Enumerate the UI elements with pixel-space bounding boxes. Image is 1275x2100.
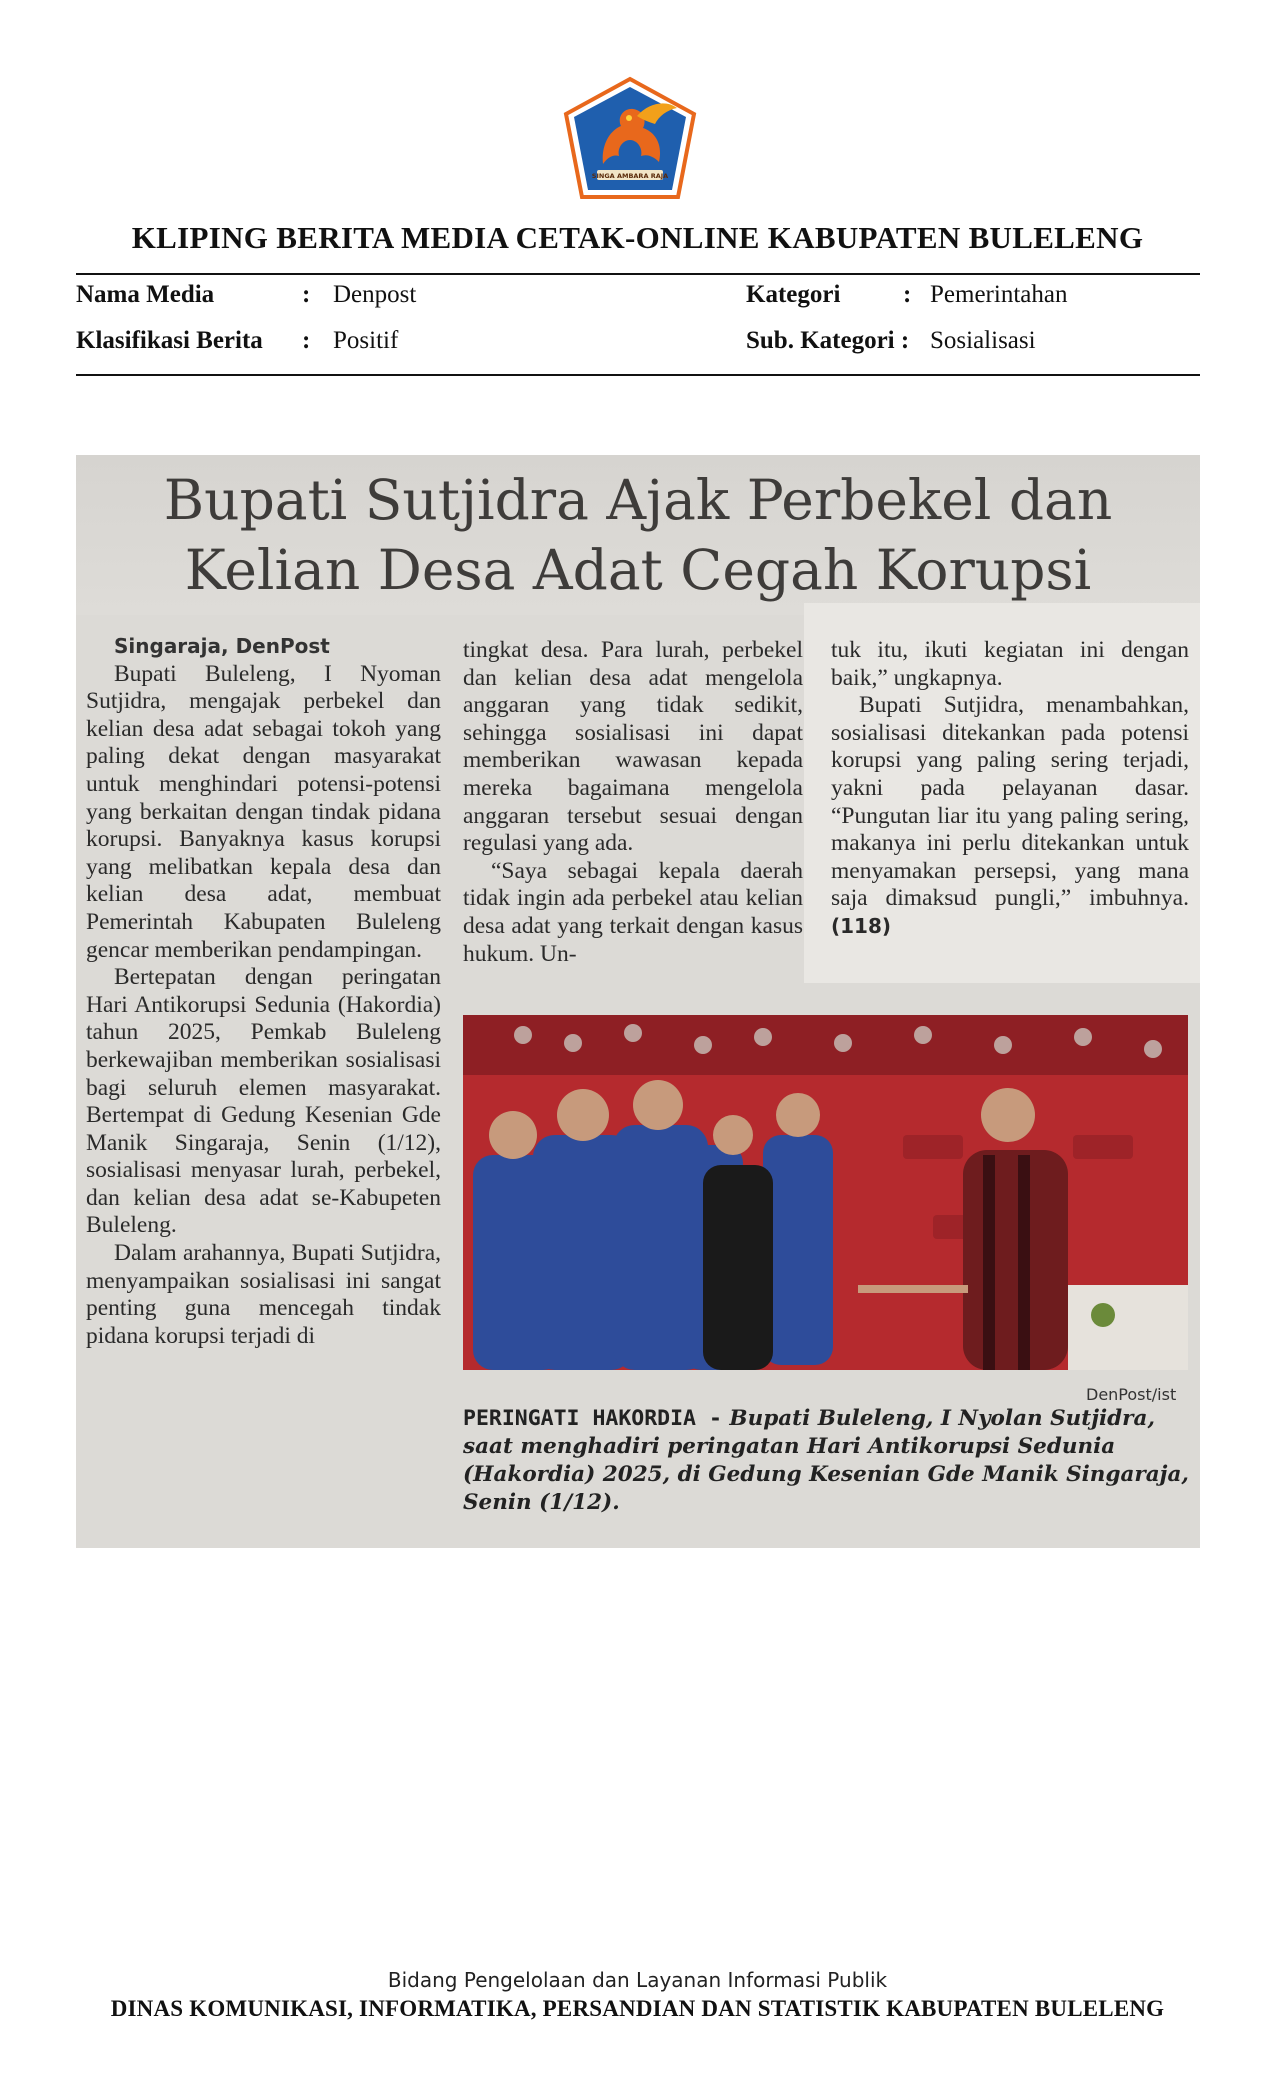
klasifikasi-value: Positif — [333, 327, 399, 354]
kategori-value: Pemerintahan — [930, 281, 1068, 308]
buleleng-regency-emblem-icon — [563, 76, 697, 200]
col1-paragraph-2: Bertepatan dengan peringatan Hari Antikorupsi Sedunia (Hakordia) tahun 2025, Pemkab Buleleng berkewajiban memberikan sosialisasi bagi seluruh elemen masyarakat. Bertempat di Gedung Kesenian Gde Manik Singaraja, Senin (1/12), sosialisasi menyasar lurah, perbekel, dan kelian desa adat se-Kabupeten Buleleng. — [86, 964, 441, 1239]
top-rule — [76, 273, 1200, 275]
photo-caption — [463, 1405, 1191, 1517]
document-title: KLIPING BERITA MEDIA CETAK-ONLINE KABUPATEN BULELENG — [131, 220, 1144, 255]
media-colon: : — [302, 281, 311, 308]
event-photo — [463, 1015, 1188, 1370]
photo-credit: DenPost/ist — [1086, 1385, 1177, 1404]
col2-paragraph-1: tingkat desa. Para lurah, perbekel dan kelian desa adat mengelola anggaran yang tidak sedikit, sehingga sosialisasi ini dapat memberikan wawasan kepada mereka bagaimana mengelola anggaran tersebut sesuai dengan regulasi yang ada. — [463, 637, 803, 857]
subkategori-label: Sub. Kategori : — [746, 327, 910, 354]
article-column-1 — [86, 633, 441, 1350]
col1-paragraph-1: Bupati Buleleng, I Nyoman Sutjidra, mengajak perbekel dan kelian desa adat sebagai tokoh yang paling dekat dengan masyarakat untuk menghindari potensi-potensi yang berkaitan dengan tindak pidana korupsi. Banyaknya kasus korupsi yang melibatkan kepala desa dan kelian desa adat, membuat Pemerintah Kabupaten Buleleng gencar memberikan pendampingan. — [86, 660, 441, 963]
author-code: (118) — [831, 913, 892, 938]
col3-paragraph-2: Bupati Sutjidra, menambahkan, sosialisasi ditekankan pada potensi korupsi yang paling sering terjadi, yakni pada pelayanan dasar. “Pungutan liar itu yang paling sering, makanya ini perlu ditekankan untuk menyamakan persepsi, yang mana saja dimaksud pungli,” imbuhnya. — [831, 692, 1189, 912]
kategori-colon: : — [903, 281, 912, 308]
caption-heading: PERINGATI HAKORDIA - — [463, 1406, 722, 1431]
headline-line-2: Kelian Desa Adat Cegah Korupsi — [184, 538, 1092, 602]
meta-bottom-rule — [76, 374, 1200, 376]
media-label: Nama Media — [76, 281, 215, 308]
article-headline — [76, 465, 1200, 605]
article-column-2 — [463, 637, 803, 968]
media-value: Denpost — [333, 281, 417, 308]
col1-paragraph-3: Dalam arahannya, Bupati Sutjidra, menyampaikan sosialisasi ini sangat penting guna mencegah tindak pidana korupsi terjadi di — [86, 1240, 441, 1349]
logo-text: SINGA AMBARA RAJA — [591, 172, 669, 180]
article-dateline: Singaraja, DenPost — [114, 634, 330, 658]
article-column-3 — [831, 637, 1189, 941]
col3-paragraph-1: tuk itu, ikuti kegiatan ini dengan baik,” ungkapnya. — [831, 637, 1189, 691]
klasifikasi-colon: : — [302, 327, 311, 354]
caption-body: Bupati Buleleng, I Nyolan Sutjidra, saat menghadiri peringatan Hari Antikorupsi Sedunia (Hakordia) 2025, di Gedung Kesenian Gde Manik Singaraja, Senin (1/12). — [463, 1406, 1189, 1515]
klasifikasi-label: Klasifikasi Berita — [76, 327, 263, 354]
col2-paragraph-2: “Saya sebagai kepala daerah tidak ingin ada perbekel atau kelian desa adat yang terkait dengan kasus hukum. Un- — [463, 857, 803, 967]
footer-agency: DINAS KOMUNIKASI, INFORMATIKA, PERSANDIAN DAN STATISTIK KABUPATEN BULELENG — [110, 1996, 1165, 2021]
headline-line-1: Bupati Sutjidra Ajak Perbekel dan — [163, 468, 1113, 532]
subkategori-value: Sosialisasi — [930, 327, 1036, 354]
kategori-label: Kategori — [746, 281, 841, 308]
footer-division: Bidang Pengelolaan dan Layanan Informasi Publik — [387, 1968, 888, 1992]
newspaper-clipping — [76, 455, 1200, 1548]
